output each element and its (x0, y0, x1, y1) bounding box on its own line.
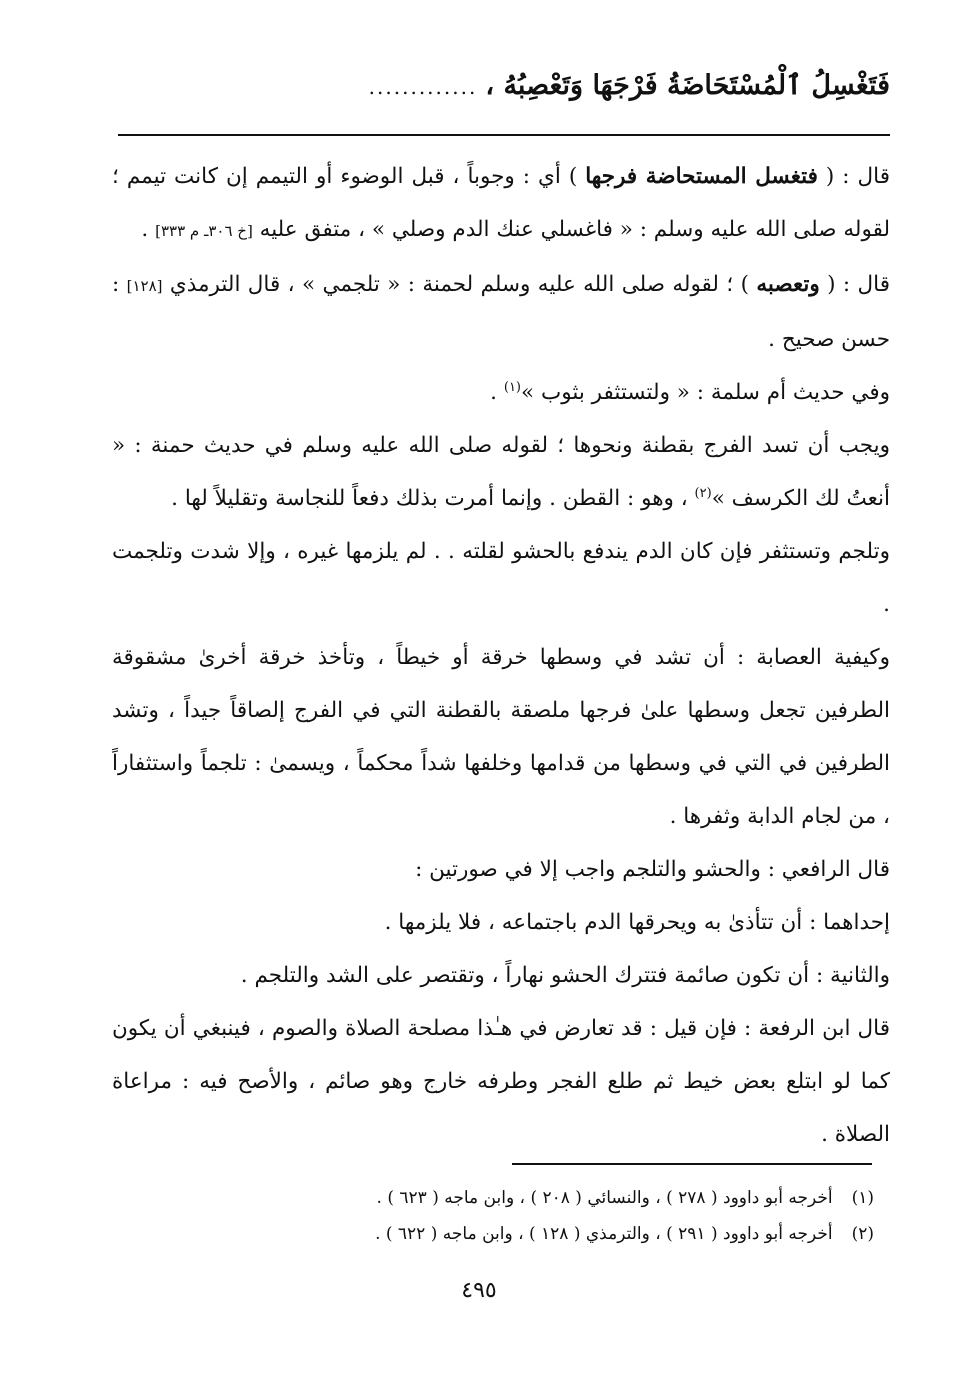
paragraph-lead: قال : ( (827, 272, 890, 297)
paragraph-9 (112, 949, 890, 1002)
footnote-marker[interactable]: (٢) (694, 485, 712, 501)
paragraph-tail: : حسن صحيح . (112, 272, 890, 352)
header-divider (118, 134, 890, 136)
paragraph-lead: قال : ( (825, 164, 891, 189)
footnotes (104, 1180, 874, 1252)
footnote-1 (104, 1180, 874, 1216)
paragraph-5 (112, 525, 890, 631)
paragraph-2 (112, 258, 890, 366)
hadith-reference: [خ ٣٠٦ـ م ٣٣٣] (155, 222, 253, 240)
header-title: فَتَغْسِلُ ٱلْمُسْتَحَاضَةُ فَرْجَهَا وَتَعْصِبُهُ ، (485, 70, 890, 101)
paragraph-text: وكيفية العصابة : أن تشد في وسطها خرقة أو خيطاً ، وتأخذ خرقة أخرىٰ مشقوقة الطرفين تجعل وسطها علىٰ فرجها ملصقة بالقطنة التي في الفرج إلصاقاً جيداً ، وتشد الطرفين في التي في وسطها من قدامها وخلفها شداً محكماً ، ويسمىٰ : تلجماً واستثفاراً ، من لجام الدابة وثفرها . (112, 645, 890, 829)
footnote-number: (١) (851, 1188, 874, 1208)
paragraph-6 (112, 631, 890, 843)
paragraph-tail: ، وهو : القطن . وإنما أمرت بذلك دفعاً للنجاسة وتقليلاً لها . (171, 486, 688, 511)
main-text (112, 150, 890, 1161)
paragraph-text: وتلجم وتستثفر فإن كان الدم يندفع بالحشو لقلته . . لم يلزمها غيره ، وإلا شدت وتلجمت . (112, 539, 890, 617)
paragraph-1 (112, 150, 890, 258)
header-dots: ............. (368, 75, 478, 99)
running-header (120, 70, 890, 101)
page-number: ٤٩٥ (461, 1278, 497, 1303)
paragraph-10 (112, 1002, 890, 1161)
matn-quote: فتغسل المستحاضة فرجها (585, 164, 818, 189)
paragraph-text: والثانية : أن تكون صائمة فتترك الحشو نهاراً ، وتقتصر على الشد والتلجم . (240, 963, 890, 988)
paragraph-text: ) أي : وجوباً ، قبل الوضوء أو التيمم إن كانت تيمم ؛ لقوله صلى الله عليه وسلم : « فاغسلي عنك الدم وصلي » ، متفق عليه (112, 164, 890, 242)
paragraph-7 (112, 843, 890, 896)
paragraph-4 (112, 419, 890, 525)
paragraph-text: قال ابن الرفعة : فإن قيل : قد تعارض في هـٰذا مصلحة الصلاة والصوم ، فينبغي أن يكون كما لو ابتلع بعض خيط ثم طلع الفجر وطرفه خارج وهو صائم ، والأصح فيه : مراعاة الصلاة . (112, 1016, 890, 1147)
footnote-marker[interactable]: (١) (503, 379, 521, 395)
footnote-divider (512, 1163, 872, 1165)
hadith-reference: [١٢٨] (126, 277, 163, 295)
footnote-2 (104, 1216, 874, 1252)
paragraph-3 (112, 366, 890, 419)
paragraph-text: ويجب أن تسد الفرج بقطنة ونحوها ؛ لقوله صلى الله عليه وسلم في حديث حمنة : « أنعتُ لك الكرسف » (112, 433, 890, 511)
matn-quote: وتعصبه (756, 272, 820, 297)
paragraph-text: وفي حديث أم سلمة : « ولتستثفر بثوب » (521, 380, 890, 405)
footnote-number: (٢) (851, 1224, 874, 1244)
paragraph-text: إحداهما : أن تتأذىٰ به ويحرقها الدم باجتماعه ، فلا يلزمها . (384, 910, 890, 935)
paragraph-tail: . (490, 380, 498, 405)
footnote-text: أخرجه أبو داوود ( ٢٧٨ ) ، والنسائي ( ٢٠٨ ) ، وابن ماجه ( ٦٢٣ ) . (376, 1188, 833, 1208)
paragraph-text: ) ؛ لقوله صلى الله عليه وسلم لحمنة : « تلجمي » ، قال الترمذي (169, 272, 749, 297)
paragraph-8 (112, 896, 890, 949)
paragraph-tail: . (141, 217, 149, 242)
paragraph-text: قال الرافعي : والحشو والتلجم واجب إلا في صورتين : (415, 857, 890, 882)
footnote-text: أخرجه أبو داوود ( ٢٩١ ) ، والترمذي ( ١٢٨ ) ، وابن ماجه ( ٦٢٢ ) . (375, 1224, 833, 1244)
